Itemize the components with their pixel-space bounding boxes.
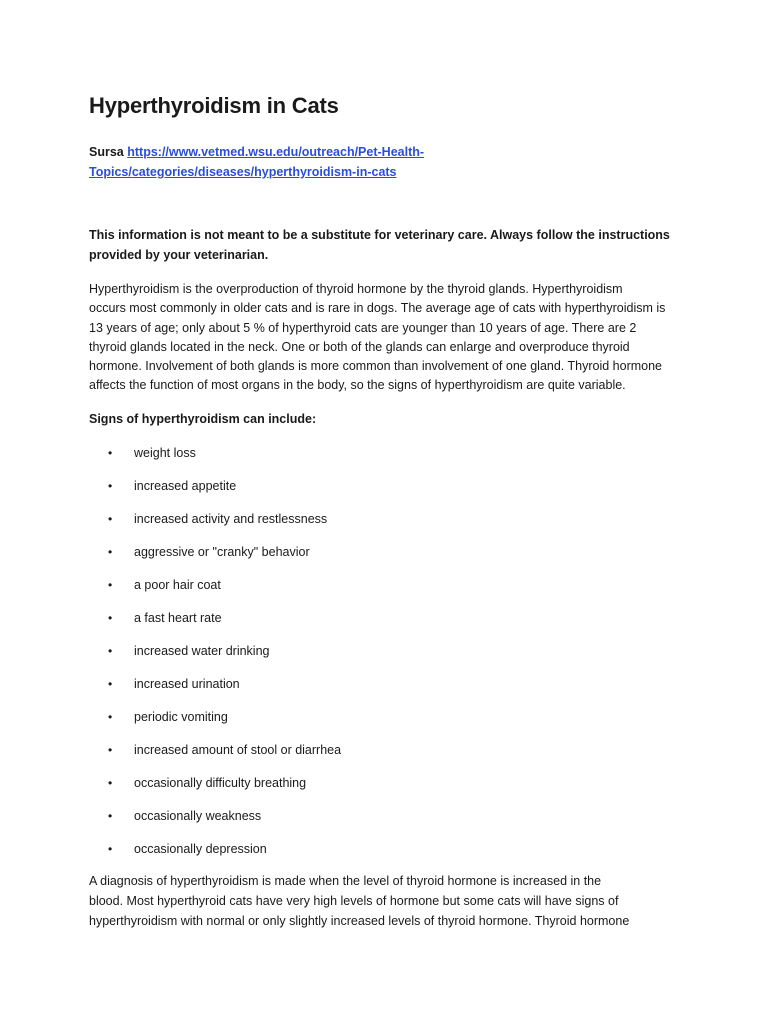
source-link-line-2: Topics/categories/diseases/hyperthyroidism-in-cats — [89, 165, 397, 179]
page-title: Hyperthyroidism in Cats — [89, 93, 339, 118]
intro-line: Hyperthyroidism is the overproduction of thyroid hormone by the thyroid glands. Hyperthyroidism — [89, 282, 623, 296]
bullet-icon: • — [108, 545, 113, 559]
source-label: Sursa — [89, 145, 124, 159]
source-reference — [89, 142, 689, 182]
list-item-text: increased appetite — [134, 479, 237, 493]
bullet-icon: • — [108, 479, 113, 493]
bullet-icon: • — [108, 644, 113, 658]
list-item-text: a poor hair coat — [134, 578, 221, 592]
bullet-icon: • — [108, 710, 113, 724]
intro-line: 13 years of age; only about 5 % of hyperthyroid cats are younger than 10 years of age. There are 2 — [89, 320, 637, 335]
list-item-text: increased water drinking — [134, 644, 270, 658]
disclaimer-line: This information is not meant to be a substitute for veterinary care. Always follow the instructions — [89, 228, 670, 242]
list-item-text: occasionally weakness — [134, 809, 262, 823]
list-item-text: increased amount of stool or diarrhea — [134, 743, 342, 757]
bullet-icon: • — [108, 743, 113, 757]
bullet-icon: • — [108, 446, 113, 460]
bullet-icon: • — [108, 677, 113, 691]
intro-line: occurs most commonly in older cats and is rare in dogs. The average age of cats with hyperthyroidism is — [89, 301, 666, 316]
signs-heading: Signs of hyperthyroidism can include: — [89, 412, 317, 426]
list-item-text: weight loss — [134, 446, 196, 460]
list-item-text: periodic vomiting — [134, 710, 228, 724]
diagnosis-paragraph — [89, 871, 689, 931]
intro-line: hormone. Involvement of both glands is more common than involvement of one gland. Thyroid hormone — [89, 359, 663, 374]
list-item-text: occasionally difficulty breathing — [134, 776, 307, 790]
intro-line: affects the function of most organs in the body, so the signs of hyperthyroidism are quite variable. — [89, 378, 626, 393]
bullet-icon: • — [108, 809, 113, 823]
bullet-icon: • — [108, 842, 113, 856]
bullet-icon: • — [108, 611, 113, 625]
source-link[interactable] — [89, 145, 424, 179]
disclaimer-paragraph — [89, 225, 689, 265]
list-item-text: aggressive or "cranky" behavior — [134, 545, 310, 559]
list-item-text: increased activity and restlessness — [134, 512, 328, 526]
intro-line: thyroid glands located in the neck. One or both of the glands can enlarge and overproduce thyroid — [89, 339, 630, 354]
list-item-text: increased urination — [134, 677, 240, 691]
list-item-text: occasionally depression — [134, 842, 267, 856]
list-item-text: a fast heart rate — [134, 611, 222, 625]
bullet-icon: • — [108, 512, 113, 526]
bullet-icon: • — [108, 578, 113, 592]
source-link-line-1: https://www.vetmed.wsu.edu/outreach/Pet-Health- — [127, 145, 425, 159]
diagnosis-line: A diagnosis of hyperthyroidism is made when the level of thyroid hormone is increased in the — [89, 874, 602, 888]
bullet-icon: • — [108, 776, 113, 790]
intro-paragraph — [89, 280, 689, 396]
diagnosis-line: blood. Most hyperthyroid cats have very high levels of hormone but some cats will have signs of — [89, 894, 619, 908]
diagnosis-line: hyperthyroidism with normal or only slightly increased levels of thyroid hormone. Thyroid hormone — [89, 914, 630, 928]
disclaimer-line: provided by your veterinarian. — [89, 248, 269, 262]
